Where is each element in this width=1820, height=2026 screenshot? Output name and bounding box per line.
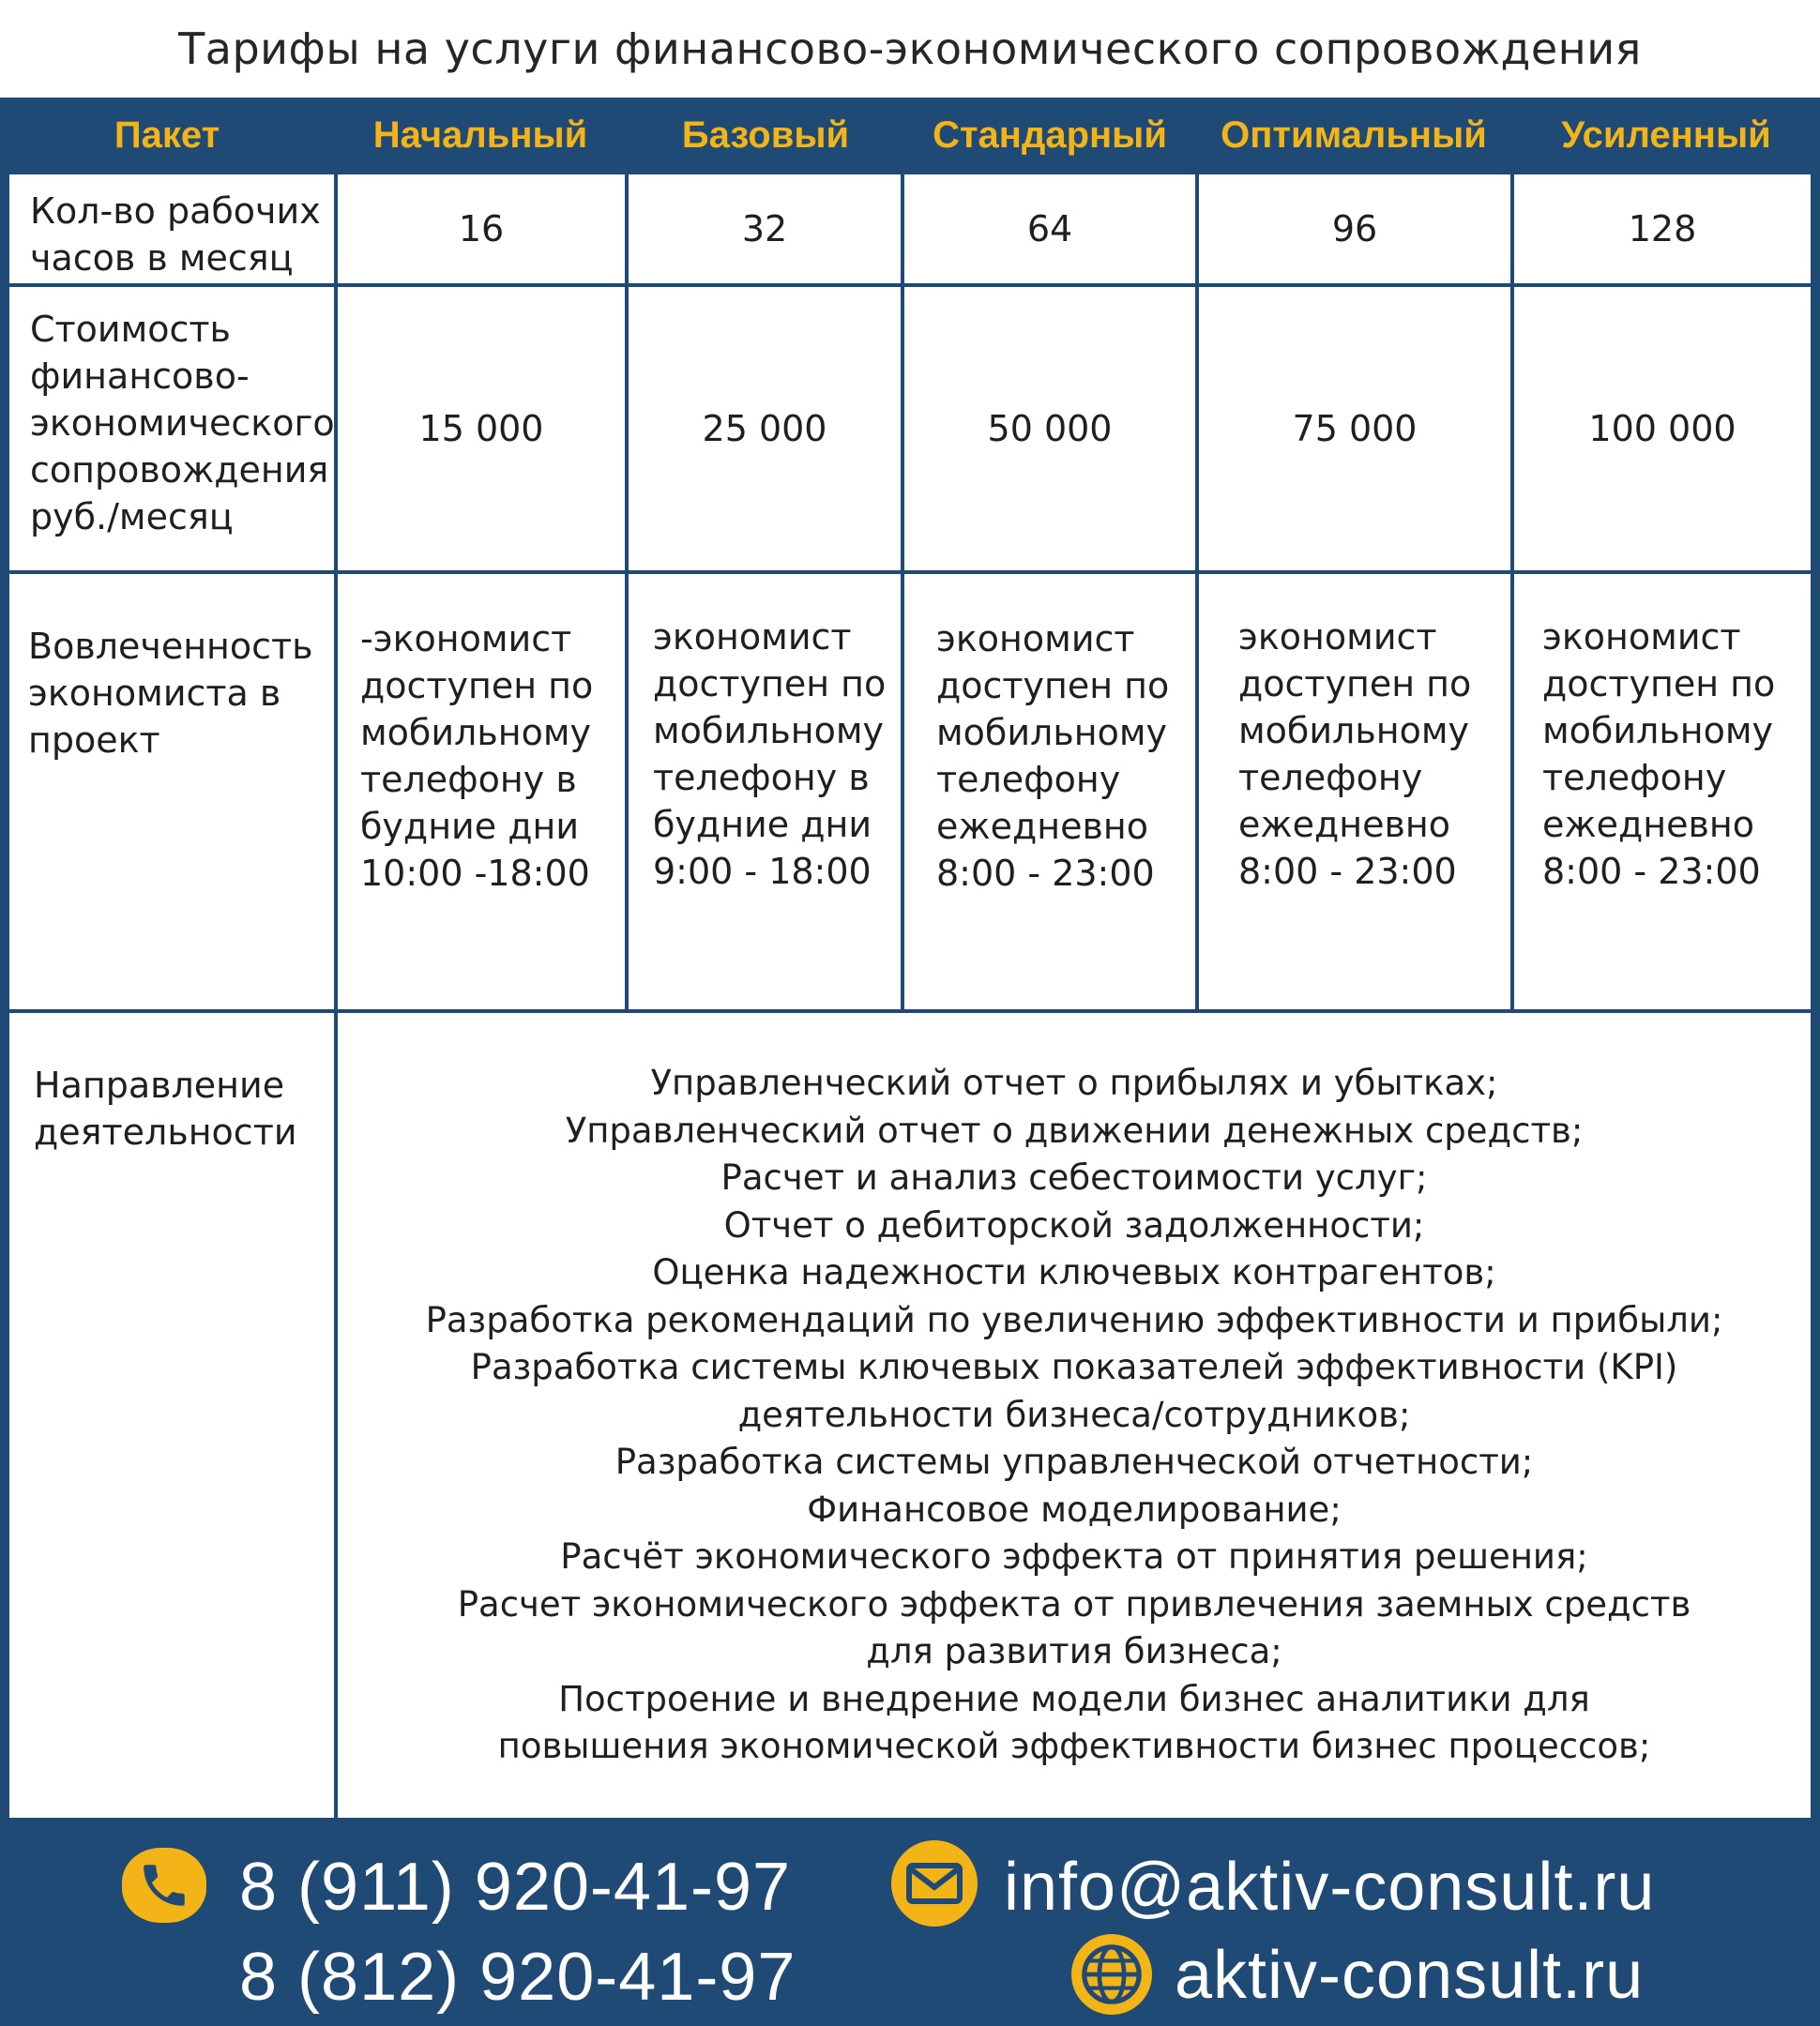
header-package-basic: Базовый — [681, 113, 850, 156]
website-link[interactable]: aktiv-consult.ru — [1175, 1938, 1645, 2013]
header-package-initial: Начальный — [372, 113, 588, 156]
involvement-optimal: экономист доступен по мобильному телефону ежедневно 8:00 - 23:00 — [1199, 574, 1510, 1009]
involvement-initial: -экономист доступен по мобильному телефону в будние дни 10:00 -18:00 — [338, 574, 625, 1009]
table-header-row — [0, 98, 1820, 173]
label-line: проект — [28, 719, 160, 761]
hours-initial: 16 — [338, 174, 625, 283]
label-line: экономиста в — [28, 673, 281, 714]
contact-footer — [0, 1820, 1820, 2026]
hours-basic: 32 — [629, 174, 901, 283]
involvement-basic: экономист доступен по мобильному телефону в будние дни 9:00 - 18:00 — [629, 574, 901, 1009]
cost-optimal: 75 000 — [1199, 287, 1510, 570]
hours-enhanced: 128 — [1514, 174, 1811, 283]
header-package-enhanced: Усиленный — [1561, 113, 1771, 156]
cost-basic: 25 000 — [629, 287, 901, 570]
hours-standard: 64 — [904, 174, 1195, 283]
header-package-standard: Стандарный — [933, 113, 1167, 156]
globe-icon — [1071, 1934, 1152, 2015]
label-line: Стоимость — [30, 309, 231, 350]
label-line: Вовлеченность — [28, 626, 313, 667]
phone-number-1[interactable]: 8 (911) 920-41-97 — [239, 1850, 792, 1925]
cost-enhanced: 100 000 — [1514, 287, 1811, 570]
row-label-hours — [9, 174, 334, 283]
tariff-table — [0, 98, 1820, 1820]
directions-list: Управленческий отчет о прибылях и убытках; Управленческий отчет о движении денежных средств; Расчет и анализ себестоимости услуг; Отчет о дебиторской задолженности; Оценка надежности ключевых контрагентов; Разработка рекомендаций по увеличению эффективности и прибыли; Разработка системы ключевых показателей эффективности (KPI) деятельности бизнеса/сотрудников; Разработка системы управленческой отчетности; Финансовое моделирование; Расчёт экономического эффекта от принятия решения; Расчет экономического эффекта от привлечения заемных средств для развития бизнеса; Построение и внедрение модели бизнес аналитики для повышения экономической эффективности бизнес процессов; — [338, 1013, 1811, 1818]
phone-icon — [122, 1848, 206, 1923]
page-title: Тарифы на услуги финансово-экономического сопровождения — [178, 23, 1642, 74]
involvement-standard: экономист доступен по мобильному телефону ежедневно 8:00 - 23:00 — [904, 574, 1195, 1009]
row-label-involvement — [9, 574, 334, 1009]
label-line: часов в месяц — [30, 237, 294, 279]
involvement-enhanced: экономист доступен по мобильному телефону ежедневно 8:00 - 23:00 — [1514, 574, 1811, 1009]
label-line: финансово- — [30, 355, 250, 397]
label-line: экономического — [30, 402, 335, 444]
label-line: Направление — [34, 1065, 285, 1106]
phone-number-2[interactable]: 8 (812) 920-41-97 — [239, 1940, 796, 2015]
header-package-optimal: Оптимальный — [1221, 113, 1487, 156]
header-package-label: Пакет — [114, 113, 220, 156]
row-label-directions — [9, 1013, 334, 1818]
envelope-icon — [891, 1840, 978, 1927]
label-line: Кол-во рабочих — [30, 190, 321, 232]
cost-initial: 15 000 — [338, 287, 625, 570]
label-line: руб./месяц — [30, 496, 234, 537]
email-link[interactable]: info@aktiv-consult.ru — [1004, 1850, 1656, 1925]
hours-optimal: 96 — [1199, 174, 1510, 283]
label-line: сопровождения — [30, 449, 329, 491]
cost-standard: 50 000 — [904, 287, 1195, 570]
row-label-cost — [9, 287, 334, 570]
label-line: деятельности — [34, 1111, 297, 1153]
